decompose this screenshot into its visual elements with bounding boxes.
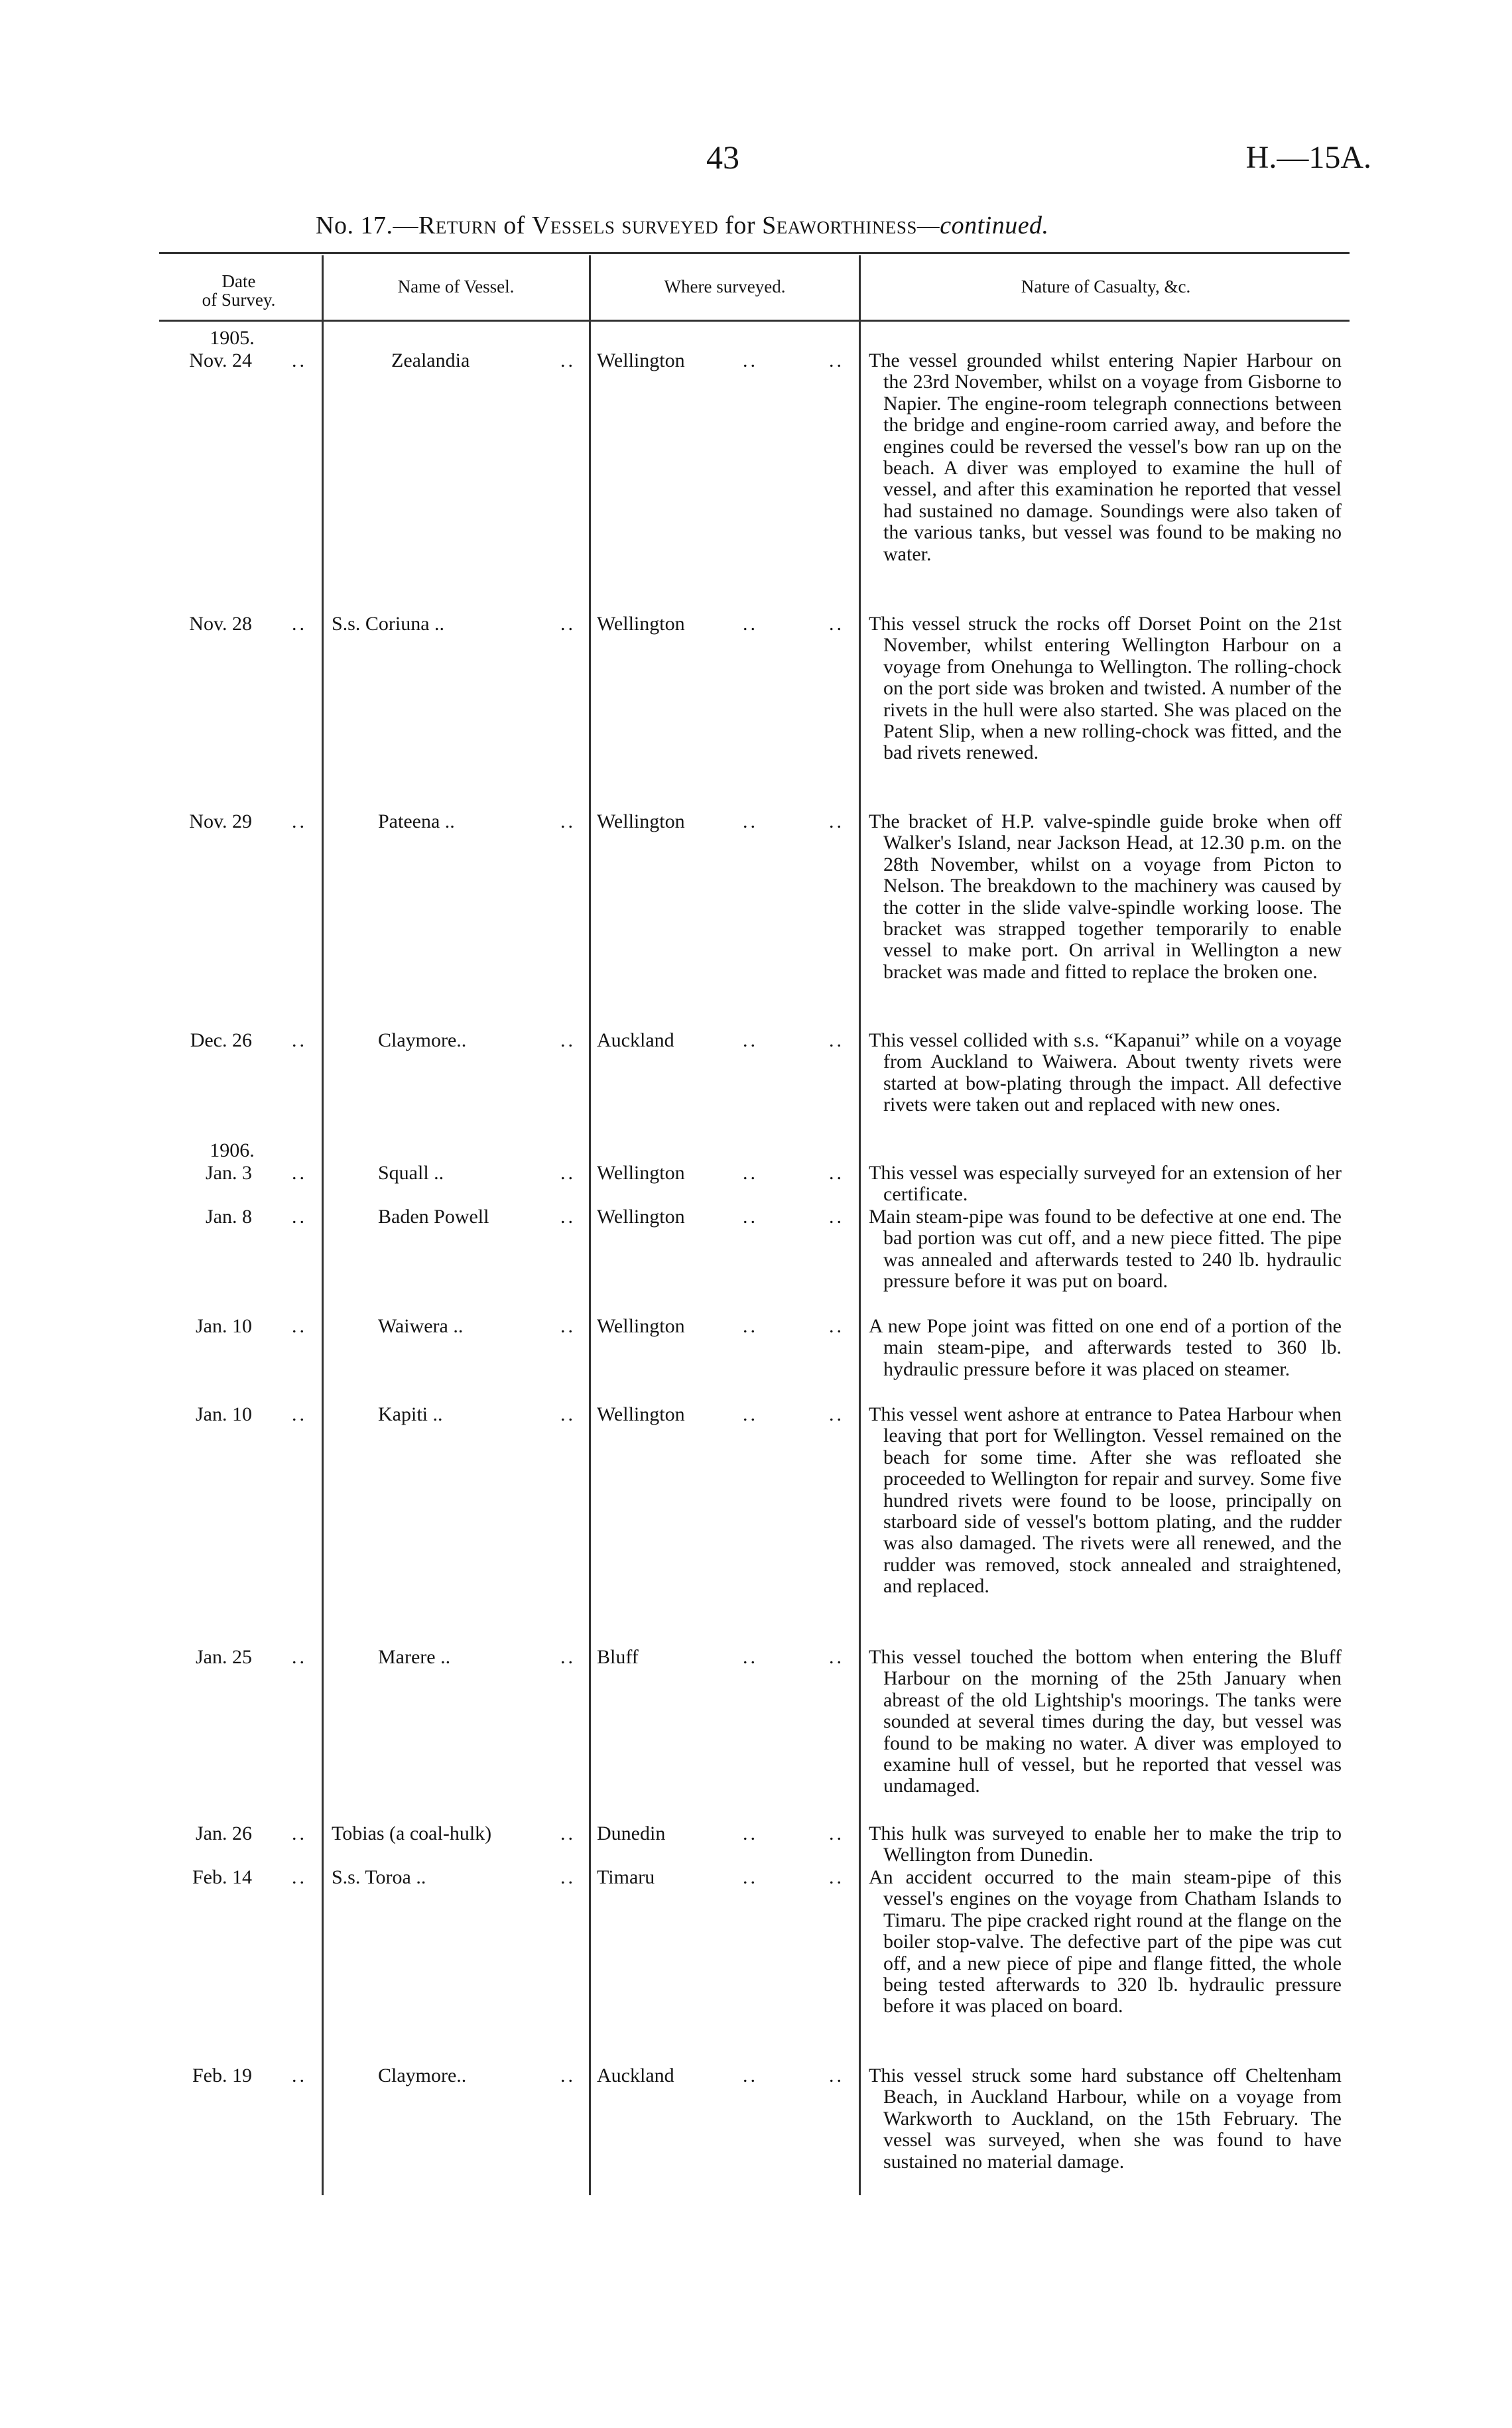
leader-dots: .. (292, 1206, 307, 1228)
survey-location: Wellington (597, 1162, 685, 1184)
leader-dots: .. (560, 810, 576, 832)
column-header-where: Where surveyed. (664, 277, 786, 296)
leader-dots: .. (292, 350, 307, 371)
leader-dots: .. (829, 350, 844, 371)
casualty-description: This vessel was especially surveyed for an extension of her certificate. (869, 1162, 1342, 1206)
leader-dots: .. (829, 1162, 844, 1184)
leader-dots: .. (292, 613, 307, 635)
vessel-name: Claymore.. (378, 1029, 467, 1051)
casualty-description: An accident occurred to the main steam-pipe of this vessel's engines on the voyage from Chatham Islands to Timaru. The pipe cracked right round at the flange on the boiler stop-valve. The defective part of the pipe was cut off, and a new piece of pipe and flange fitted, the whole being tested afterwards to 320 lb. hydraulic pressure before it was placed on board. (869, 1866, 1342, 2017)
leader-dots: .. (743, 1822, 758, 1844)
leader-dots: .. (743, 350, 758, 371)
title-word-return: Return (418, 212, 497, 239)
leader-dots: .. (743, 1646, 758, 1668)
vessel-name: Waiwera .. (378, 1315, 464, 1337)
survey-date: Nov. 28 (189, 613, 252, 635)
casualty-description: This vessel went ashore at entrance to Patea Harbour when leaving that port for Wellington. Vessel remained on the beach for some time. After she was refloated she proceeded to Wellington for repair and survey. Some five hundred rivets were found to be loose, principally on starboard side of vessel's bottom plating, and the rudder was also damaged. The rivets were all renewed, and the rudder was removed, stock annealed and straightened, and replaced. (869, 1403, 1342, 1598)
survey-location: Wellington (597, 1315, 685, 1337)
leader-dots: .. (743, 1206, 758, 1228)
survey-date: Jan. 10 (196, 1315, 252, 1337)
leader-dots: .. (560, 2065, 576, 2086)
leader-dots: .. (292, 1646, 307, 1668)
leader-dots: .. (829, 613, 844, 635)
column-header-nature: Nature of Casualty, &c. (1021, 277, 1191, 296)
survey-location: Dunedin (597, 1822, 666, 1844)
leader-dots: .. (292, 1822, 307, 1844)
document-code: H.—15A. (1245, 140, 1371, 175)
leader-dots: .. (560, 350, 576, 371)
vessel-name: Tobias (a coal-hulk) (332, 1822, 492, 1844)
survey-date: Feb. 19 (192, 2065, 252, 2086)
title-of: of (497, 212, 532, 239)
leader-dots: .. (829, 1403, 844, 1425)
casualty-description: Main steam-pipe was found to be defective at one end. The bad portion was cut off, and a new piece fitted. The pipe was annealed and afterwards tested to 240 lb. hydraulic pressure before it was put on board. (869, 1206, 1342, 1293)
leader-dots: .. (743, 613, 758, 635)
column-header-date: Date of Survey. (202, 271, 276, 310)
vessel-name: Baden Powell (378, 1206, 489, 1228)
leader-dots: .. (560, 613, 576, 635)
leader-dots: .. (560, 1029, 576, 1051)
casualty-description: The vessel grounded whilst entering Napier Harbour on the 23rd November, whilst on a voyage from Gisborne to Napier. The engine-room telegraph connections between the bridge and engine-room carried away, and before the engines could be reversed the vessel's bow ran up on the beach. A diver was employed to examine the hull of vessel, and after this examination he reported that vessel had sustained no damage. Soundings were also taken of the various tanks, but vessel was found to be making no water. (869, 350, 1342, 565)
survey-date: Jan. 26 (196, 1822, 252, 1844)
leader-dots: .. (829, 1029, 844, 1051)
year-label: 1906. (210, 1139, 255, 1161)
column-header-name: Name of Vessel. (397, 277, 515, 296)
casualty-description: This hulk was surveyed to enable her to make the trip to Wellington from Dunedin. (869, 1822, 1342, 1866)
leader-dots: .. (292, 1403, 307, 1425)
survey-date: Nov. 29 (189, 810, 252, 832)
leader-dots: .. (743, 2065, 758, 2086)
casualty-description: This vessel struck some hard substance off Cheltenham Beach, in Auckland Harbour, while on a voyage from Warkworth to Auckland, on the 15th February. The vessel was surveyed, when she was found to have sustained no material damage. (869, 2065, 1342, 2173)
leader-dots: .. (292, 1315, 307, 1337)
survey-location: Timaru (597, 1866, 655, 1888)
survey-location: Wellington (597, 350, 685, 371)
survey-location: Wellington (597, 1403, 685, 1425)
title-word-seaworthiness: Seaworthiness (762, 212, 917, 239)
leader-dots: .. (829, 810, 844, 832)
vessel-name: S.s. Toroa .. (332, 1866, 426, 1888)
survey-date: Jan. 10 (196, 1403, 252, 1425)
page-number: 43 (706, 139, 739, 176)
survey-location: Auckland (597, 1029, 674, 1051)
survey-date: Jan. 25 (196, 1646, 252, 1668)
leader-dots: .. (560, 1206, 576, 1228)
leader-dots: .. (829, 1646, 844, 1668)
table-body (159, 325, 1350, 2202)
title-word-vessels: Vessels surveyed (531, 212, 719, 239)
leader-dots: .. (560, 1403, 576, 1425)
survey-date: Nov. 24 (189, 350, 252, 371)
leader-dots: .. (743, 1315, 758, 1337)
survey-date: Jan. 3 (206, 1162, 252, 1184)
vessel-name: S.s. Coriuna .. (332, 613, 445, 635)
casualty-description: A new Pope joint was fitted on one end of a portion of the main steam-pipe, and afterwards tested to 360 lb. hydraulic pressure before it was placed on steamer. (869, 1315, 1342, 1380)
leader-dots: .. (560, 1866, 576, 1888)
leader-dots: .. (292, 1162, 307, 1184)
survey-date: Dec. 26 (190, 1029, 252, 1051)
leader-dots: .. (743, 1162, 758, 1184)
vessel-name: Zealandia (391, 350, 470, 371)
leader-dots: .. (829, 1315, 844, 1337)
leader-dots: .. (292, 1866, 307, 1888)
leader-dots: .. (829, 1822, 844, 1844)
title-prefix: No. 17.— (316, 212, 418, 239)
survey-location: Wellington (597, 613, 685, 635)
leader-dots: .. (560, 1646, 576, 1668)
survey-location: Wellington (597, 810, 685, 832)
survey-location: Bluff (597, 1646, 639, 1668)
leader-dots: .. (743, 1403, 758, 1425)
leader-dots: .. (292, 2065, 307, 2086)
vessel-name: Squall .. (378, 1162, 444, 1184)
casualty-description: This vessel touched the bottom when entering the Bluff Harbour on the morning of the 25th January when abreast of the old Lightship's moorings. The tanks were sounded at several times during the day, but vessel was found to be making no water. A diver was employed to examine hull of vessel, but he reported that vessel was undamaged. (869, 1646, 1342, 1797)
survey-location: Wellington (597, 1206, 685, 1228)
leader-dots: .. (829, 2065, 844, 2086)
year-label: 1905. (210, 327, 255, 349)
leader-dots: .. (560, 1162, 576, 1184)
leader-dots: .. (292, 1029, 307, 1051)
leader-dots: .. (743, 1866, 758, 1888)
title-suffix: —continued. (916, 212, 1049, 239)
table-top-rule (159, 252, 1350, 254)
leader-dots: .. (829, 1206, 844, 1228)
leader-dots: .. (743, 810, 758, 832)
casualty-description: The bracket of H.P. valve-spindle guide broke when off Walker's Island, near Jackson Head, at 12.30 p.m. on the 28th November, whilst on a voyage from Picton to Nelson. The breakdown to the machinery was caused by the cotter in the slide valve-spindle working loose. The bracket was strapped together temporarily to enable vessel to make port. On arrival in Wellington a new bracket was made and fitted to replace the broken one. (869, 810, 1342, 983)
leader-dots: .. (743, 1029, 758, 1051)
vessel-name: Kapiti .. (378, 1403, 443, 1425)
survey-date: Feb. 14 (192, 1866, 252, 1888)
title-for: for (718, 212, 763, 239)
table-title (316, 211, 1049, 240)
vessel-name: Pateena .. (378, 810, 455, 832)
survey-location: Auckland (597, 2065, 674, 2086)
casualty-description: This vessel struck the rocks off Dorset Point on the 21st November, whilst entering Wellington Harbour on a voyage from Onehunga to Wellington. The rolling-chock on the port side was broken and twisted. A number of the rivets in the hull were also started. She was placed on the Patent Slip, when a new rolling-chock was fitted, and the bad rivets renewed. (869, 613, 1342, 764)
leader-dots: .. (829, 1866, 844, 1888)
casualty-description: This vessel collided with s.s. “Kapanui” while on a voyage from Auckland to Waiwera. About twenty rivets were started at bow-plating through the impact. All defective rivets were taken out and replaced with new ones. (869, 1029, 1342, 1116)
leader-dots: .. (560, 1315, 576, 1337)
vessel-name: Claymore.. (378, 2065, 467, 2086)
leader-dots: .. (292, 810, 307, 832)
vessel-name: Marere .. (378, 1646, 451, 1668)
leader-dots: .. (560, 1822, 576, 1844)
survey-date: Jan. 8 (206, 1206, 252, 1228)
